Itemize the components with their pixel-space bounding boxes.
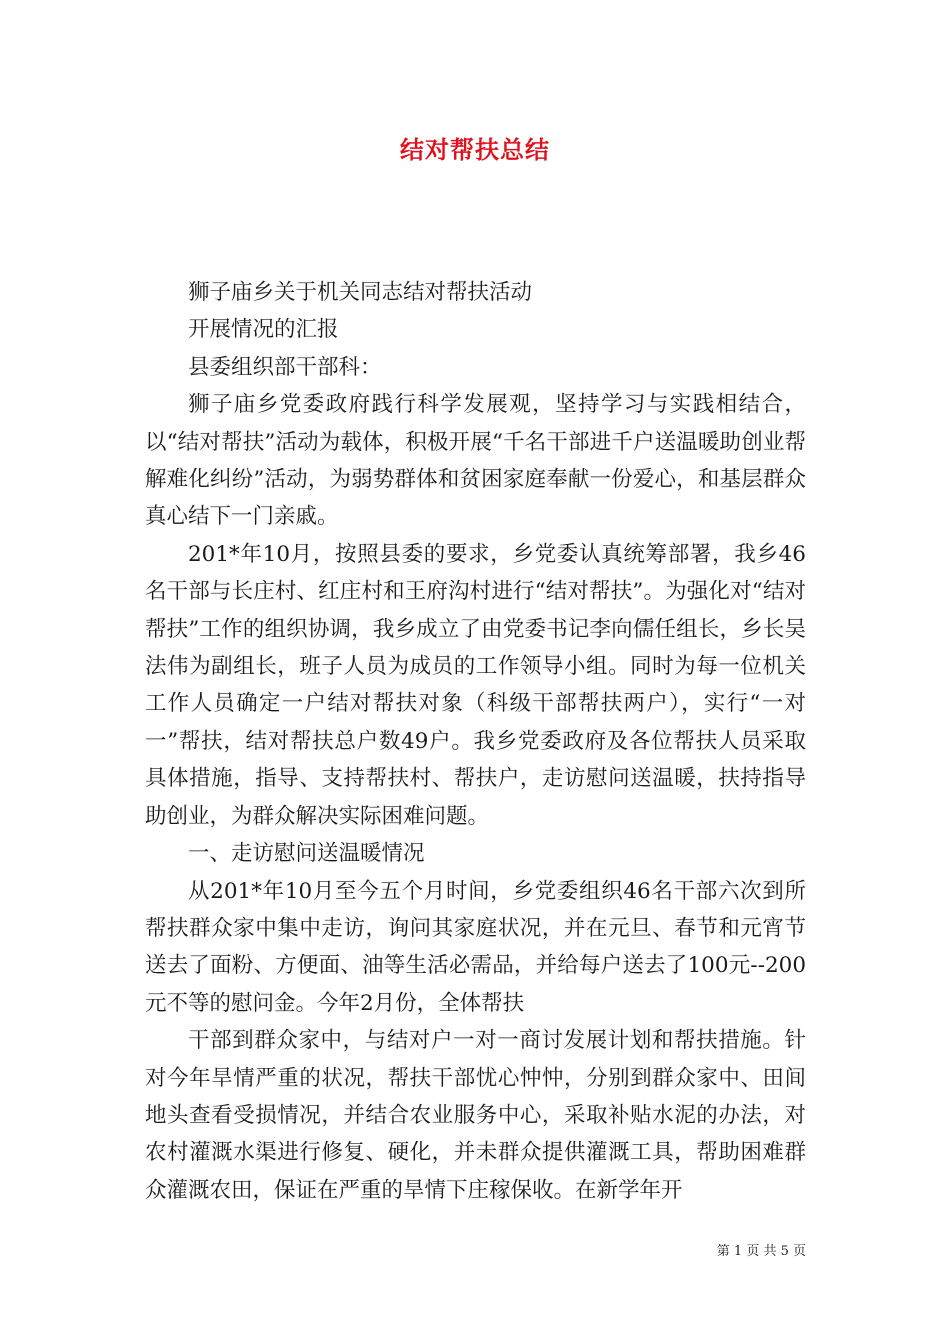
paragraph-visits: 从201*年10月至今五个月时间，乡党委组织46名干部六次到所帮扶群众家中集中走访，询问其家庭状况，并在元旦、春节和元宵节送去了面粉、方便面、油等生活必需品，并给每户送去了100元--200元不等的慰问金。今年2月份，全体帮扶: [145, 878, 806, 1016]
paragraph-heading-line-2: 开展情况的汇报: [188, 317, 339, 343]
paragraph-salutation: 县委组织部干部科：: [188, 354, 382, 380]
paragraph-heading-line-1: 狮子庙乡关于机关同志结对帮扶活动: [188, 280, 533, 305]
paragraph-intro: 狮子庙乡党委政府践行科学发展观，坚持学习与实践相结合，以“结对帮扶”活动为载体，积极开展“千名干部进千户送温暖助创业帮解难化纠纷”活动，为弱势群体和贫困家庭奉献一份爱心，和基层群众真心结下一门亲戚。: [145, 392, 806, 530]
document-title: 结对帮扶总结: [400, 135, 550, 164]
paragraph-drought-help: 干部到群众家中，与结对户一对一商讨发展计划和帮扶措施。针对今年旱情严重的状况，帮扶干部忧心忡忡，分别到群众家中、田间地头查看受损情况，并结合农业服务中心，采取补贴水泥的办法，对农村灌溉水渠进行修复、硬化，并未群众提供灌溉工具，帮助困难群众灌溉农田，保证在严重的旱情下庄稼保收。在新学年开: [145, 1028, 806, 1203]
page-number-footer: 第 1 页 共 5 页: [716, 1244, 806, 1259]
section-heading-visits: 一、走访慰问送温暖情况: [188, 841, 425, 867]
paragraph-organization: 201*年10月，按照县委的要求，乡党委认真统筹部署，我乡46名干部与长庄村、红庄村和王府沟村进行“结对帮扶”。为强化对“结对帮扶”工作的组织协调，我乡成立了由党委书记李向儒任组长，乡长吴法伟为副组长，班子人员为成员的工作领导小组。同时为每一位机关工作人员确定一户结对帮扶对象（科级干部帮扶两户），实行“一对一”帮扶，结对帮扶总户数49户。我乡党委政府及各位帮扶人员采取具体措施，指导、支持帮扶村、帮扶户，走访慰问送温暖，扶持指导助创业，为群众解决实际困难问题。: [145, 541, 806, 829]
document-body: [145, 274, 806, 1209]
